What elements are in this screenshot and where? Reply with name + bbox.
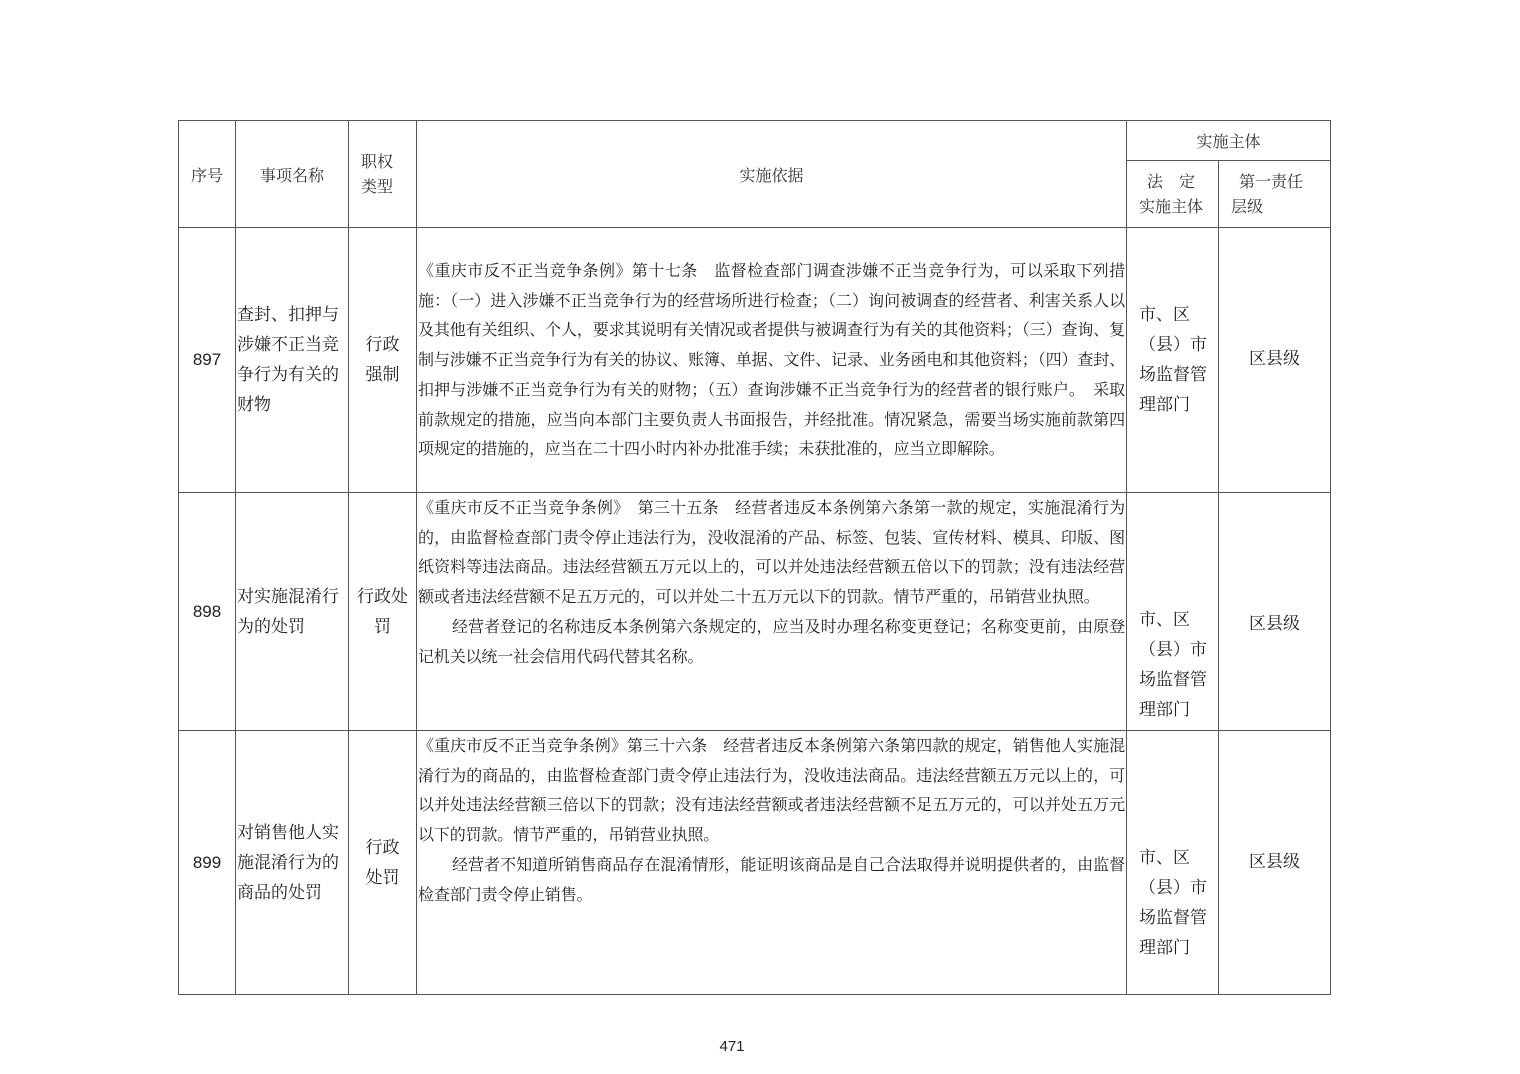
- row-basis-paragraph-2: 经营者登记的名称违反本条例第六条规定的，应当及时办理名称变更登记；名称变更前，由原登记机关以统一社会信用代码代替其名称。: [418, 616, 1125, 666]
- row-legal-subject: 市、区（县）市场监督管理部门: [1127, 228, 1219, 493]
- row-seq: 899: [179, 731, 236, 995]
- row-basis-paragraph-1: 《重庆市反不正当竞争条例》 第三十五条 经营者违反本条例第六条第一款的规定，实施混淆行为的，由监督检查部门责令停止违法行为，没收混淆的产品、标签、包装、宣传材料、模具、印版、图纸资料等违法商品。违法经营额五万元以上的，可以并处违法经营额五倍以下的罚款；没有违法经营额或者违法经营额不足五万元的，可以并处二十五万元以下的罚款。情节严重的，吊销营业执照。: [418, 498, 1125, 607]
- row-seq: 898: [179, 493, 236, 731]
- row-power-type-line1: 行政: [365, 837, 400, 858]
- row-power-type-line1: 行政: [365, 335, 400, 355]
- row-basis-paragraph-1: 《重庆市反不正当竞争条例》第三十六条 经营者违反本条例第六条第四款的规定，销售他人实施混淆行为的商品的，由监督检查部门责令停止违法行为，没收违法商品。违法经营额五万元以上的，可以并处违法经营额三倍以下的罚款；没有违法经营额或者违法经营额不足五万元的，可以并处五万元以下的罚款。情节严重的，吊销营业执照。: [418, 736, 1125, 845]
- row-basis: [417, 731, 1127, 995]
- row-basis: [417, 228, 1127, 493]
- row-first-level: 区县级: [1219, 493, 1331, 731]
- header-power-type: [349, 121, 417, 228]
- row-power-type-line2: 强制: [365, 365, 400, 385]
- row-basis-paragraph-1: 《重庆市反不正当竞争条例》第十七条 监督检查部门调查涉嫌不正当竞争行为，可以采取下列措施：（一）进入涉嫌不正当竞争行为的经营场所进行检查；（二）询问被调查的经营者、利害关系人以及其他有关组织、个人，要求其说明有关情况或者提供与被调查行为有关的其他资料；（三）查询、复制与涉嫌不正当竞争行为有关的协议、账簿、单据、文件、记录、业务函电和其他资料；（四）查封、扣押与涉嫌不正当竞争行为有关的财物；（五）查询涉嫌不正当竞争行为的经营者的银行账户。 采取前款规定的措施，应当向本部门主要负责人书面报告，并经批准。情况紧急，需要当场实施前款第四项规定的措施的，应当在二十四小时内补办批准手续；未获批准的，应当立即解除。: [418, 261, 1125, 459]
- header-basis: 实施依据: [417, 121, 1127, 228]
- table-row: [179, 228, 1331, 493]
- header-row: [179, 121, 1331, 161]
- header-first-level-line1: 第一责任: [1239, 172, 1304, 191]
- row-item-name: 查封、扣押与涉嫌不正当竞争行为有关的财物: [236, 228, 349, 493]
- header-legal-subject: [1127, 161, 1219, 228]
- row-power-type: [349, 731, 417, 995]
- row-seq: 897: [179, 228, 236, 493]
- header-power-type-line1: 职权: [361, 152, 394, 171]
- row-power-type-line2: 罚: [374, 616, 391, 637]
- row-basis-paragraph-2: 经营者不知道所销售商品存在混淆情形，能证明该商品是自己合法取得并说明提供者的，由监督检查部门责令停止销售。: [418, 854, 1125, 904]
- header-seq: 序号: [179, 121, 236, 228]
- row-legal-subject: 市、区（县）市场监督管理部门: [1127, 731, 1219, 995]
- header-first-level-line2: 层级: [1231, 197, 1264, 216]
- row-item-name: 对销售他人实施混淆行为的商品的处罚: [236, 731, 349, 995]
- row-power-type: [349, 493, 417, 731]
- header-legal-subject-line2: 实施主体: [1139, 197, 1204, 216]
- header-item-name: 事项名称: [236, 121, 349, 228]
- row-first-level: 区县级: [1219, 731, 1331, 995]
- row-power-type-line1: 行政处: [357, 586, 408, 607]
- page-number: 471: [719, 1038, 745, 1055]
- header-subject-group: 实施主体: [1127, 121, 1331, 161]
- row-first-level: 区县级: [1219, 228, 1331, 493]
- header-power-type-line2: 类型: [361, 177, 394, 196]
- header-legal-subject-line1: 法 定: [1147, 172, 1196, 191]
- table-row: [179, 493, 1331, 731]
- header-first-level: [1219, 161, 1331, 228]
- row-power-type-line2: 处罚: [365, 867, 400, 888]
- enforcement-items-table: [178, 120, 1331, 995]
- row-item-name: 对实施混淆行为的处罚: [236, 493, 349, 731]
- row-basis: [417, 493, 1127, 731]
- table-row: [179, 731, 1331, 995]
- row-power-type: [349, 228, 417, 493]
- row-legal-subject: 市、区（县）市场监督管理部门: [1127, 493, 1219, 731]
